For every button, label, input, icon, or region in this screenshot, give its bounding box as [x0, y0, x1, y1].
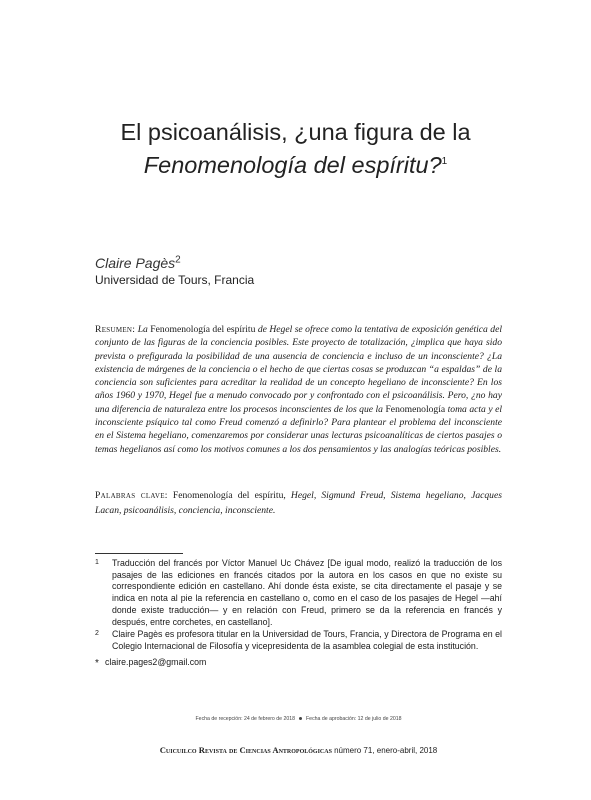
footnote-2	[95, 629, 502, 652]
author-name-text: Claire Pagès	[95, 255, 176, 271]
abstract-text-3: toma acta y el inconsciente psíquico tal como Freud comenzó a definirlo? Para plantear el problema del inconsciente en el Sistema hegeliano, comenzaremos por considerar unas lecturas psicoanalíticas de ciertos pasajes o temas hegelianos así como los motivos comunes a los dos pensamientos y las analogías teóricas posibles.	[95, 403, 503, 455]
footnote-1	[95, 558, 502, 628]
abstract-text-1: La	[135, 324, 151, 335]
approved-date: Fecha de aprobación: 12 de julio de 2018	[306, 716, 402, 722]
keywords	[95, 488, 502, 518]
footnote-1-text: Traducción del francés por Víctor Manuel Uc Chávez [De igual modo, realizó la traducción de los pasajes de las ediciones en francés citados por la autora en los casos en que no existe su correspondiente edición en castellano. Ahí donde ésta existe, se cita directamente el pasaje y se indica en nota al pie la referencia en castellano o, como en el caso de los pasajes de Hegel —ahí donde existe traducción— y en relación con Freud, primero se da la referencia en francés y después, entre corchetes, en castellano].	[112, 558, 502, 627]
abstract-text-2: de Hegel se ofrece como la tentativa de exposición genética del conjunto de las figuras de la conciencia posibles. Este proyecto de totalización, ¿implica que haya sido prevista o prefigurada la posibilidad de una ausencia de conciencia e incluso de un inconsciente? ¿La existencia de márgenes de la conciencia o el hecho de que ciertas cosas se produzcan “a espaldas” de la conciencia son suficientes para acreditar la realidad de un concepto hegeliano de inconsciente? En los años 1960 y 1970, Hegel fue a menudo convocado por y confrontado con el psicoanálisis. Pero, ¿no hay una diferencia de naturaleza entre los procesos inconscientes de los que la	[95, 324, 503, 415]
abstract-book-title-1: Fenomenología del espíritu	[150, 324, 256, 335]
footnote-divider	[95, 553, 183, 554]
author-name	[95, 255, 181, 271]
article-title	[60, 116, 531, 182]
abstract-label: Resumen:	[95, 324, 136, 335]
title-book-name: Fenomenología del espíritu?	[143, 152, 442, 178]
journal-footer	[95, 745, 502, 755]
email-text[interactable]: claire.pages2@gmail.com	[105, 656, 207, 667]
email-marker: *	[95, 657, 99, 669]
author-affiliation: Universidad de Tours, Francia	[95, 273, 255, 287]
article-dates	[95, 716, 502, 722]
title-line-2	[60, 149, 531, 182]
keywords-first: Fenomenología del espíritu,	[167, 490, 291, 501]
dot-separator-icon	[299, 717, 302, 720]
footnotes	[95, 558, 502, 668]
abstract-book-title-2: Fenomenología	[385, 403, 446, 415]
received-date: Fecha de recepción: 24 de febrero de 2018	[195, 716, 296, 722]
author-email	[95, 657, 502, 669]
title-footnote-marker[interactable]: 1	[441, 156, 448, 168]
footnote-2-marker: 2	[95, 630, 99, 638]
journal-issue: número 71, enero-abril, 2018	[334, 746, 438, 755]
footnote-1-marker: 1	[95, 559, 99, 566]
author-footnote-marker[interactable]: 2	[175, 254, 181, 266]
abstract	[95, 323, 502, 456]
title-line-1: El psicoanálisis, ¿una figura de la	[120, 119, 471, 145]
journal-name: Cuicuilco Revista de Ciencias Antropológicas	[159, 745, 332, 755]
keywords-label: Palabras clave:	[95, 490, 168, 501]
keywords-rest: Hegel, Sigmund Freud, Sistema hegeliano, Jacques Lacan, psicoanálisis, conciencia, inconsciente.	[95, 490, 502, 516]
footnote-2-text: Claire Pagès es profesora titular en la Universidad de Tours, Francia, y Directora de Programa en el Colegio Internacional de Filosofía y vicepresidenta de la asamblea colegial de esta institución.	[112, 629, 502, 651]
